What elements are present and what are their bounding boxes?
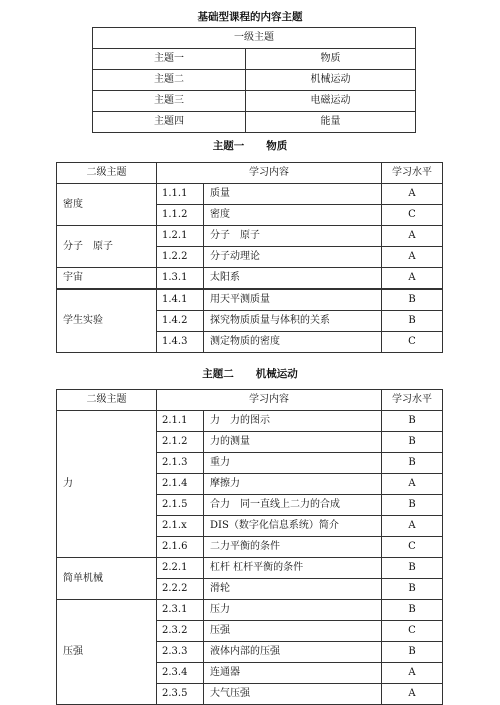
item-code: 2.3.3 bbox=[157, 642, 204, 663]
overview-name: 能量 bbox=[246, 112, 416, 133]
item-code: 1.2.2 bbox=[157, 247, 204, 268]
overview-header: 一级主题 bbox=[93, 28, 416, 49]
item-level: B bbox=[382, 642, 443, 663]
table-row bbox=[93, 91, 416, 112]
section-name: 物质 bbox=[266, 140, 288, 152]
item-level: B bbox=[382, 289, 443, 311]
table-row bbox=[57, 411, 443, 432]
secondary-topic: 密度 bbox=[57, 184, 157, 226]
section-table-1 bbox=[56, 162, 443, 353]
item-content: 测定物质的密度 bbox=[204, 332, 382, 353]
item-level: C bbox=[382, 205, 443, 226]
item-code: 1.3.1 bbox=[157, 268, 204, 290]
item-code: 2.1.6 bbox=[157, 537, 204, 558]
item-level: A bbox=[382, 684, 443, 705]
item-level: A bbox=[382, 184, 443, 205]
item-content: 压力 bbox=[204, 600, 382, 621]
secondary-topic: 力 bbox=[57, 411, 157, 558]
table-row bbox=[57, 268, 443, 290]
item-code: 1.2.1 bbox=[157, 226, 204, 247]
table-row bbox=[57, 289, 443, 311]
section-table-2 bbox=[56, 389, 443, 705]
item-content: 二力平衡的条件 bbox=[204, 537, 382, 558]
overview-name: 机械运动 bbox=[246, 70, 416, 91]
col-header-secondary: 二级主题 bbox=[57, 163, 157, 184]
secondary-topic: 宇宙 bbox=[57, 268, 157, 290]
item-level: B bbox=[382, 558, 443, 579]
item-content: 太阳系 bbox=[204, 268, 382, 290]
header-row bbox=[57, 390, 443, 411]
table-row bbox=[57, 600, 443, 621]
item-code: 2.1.3 bbox=[157, 453, 204, 474]
item-content: 密度 bbox=[204, 205, 382, 226]
table-row bbox=[93, 70, 416, 91]
item-level: A bbox=[382, 226, 443, 247]
col-header-content: 学习内容 bbox=[157, 390, 382, 411]
secondary-topic: 分子 原子 bbox=[57, 226, 157, 268]
item-code: 2.1.1 bbox=[157, 411, 204, 432]
item-code: 1.4.1 bbox=[157, 289, 204, 311]
item-level: A bbox=[382, 516, 443, 537]
table-row bbox=[57, 226, 443, 247]
item-level: A bbox=[382, 247, 443, 268]
secondary-topic: 压强 bbox=[57, 600, 157, 705]
item-code: 2.1.2 bbox=[157, 432, 204, 453]
overview-topic: 主题四 bbox=[93, 112, 246, 133]
item-content: 分子 原子 bbox=[204, 226, 382, 247]
item-level: C bbox=[382, 332, 443, 353]
item-code: 2.3.5 bbox=[157, 684, 204, 705]
item-content: 连通器 bbox=[204, 663, 382, 684]
section-title bbox=[0, 366, 500, 381]
item-level: B bbox=[382, 432, 443, 453]
item-level: B bbox=[382, 311, 443, 332]
col-header-secondary: 二级主题 bbox=[57, 390, 157, 411]
item-level: B bbox=[382, 411, 443, 432]
item-level: A bbox=[382, 474, 443, 495]
item-code: 2.3.2 bbox=[157, 621, 204, 642]
item-code: 2.3.4 bbox=[157, 663, 204, 684]
item-level: B bbox=[382, 600, 443, 621]
item-content: 重力 bbox=[204, 453, 382, 474]
item-level: A bbox=[382, 268, 443, 290]
overview-topic: 主题三 bbox=[93, 91, 246, 112]
item-code: 2.1.4 bbox=[157, 474, 204, 495]
section-name: 机械运动 bbox=[255, 368, 298, 380]
col-header-content: 学习内容 bbox=[157, 163, 382, 184]
secondary-topic: 学生实验 bbox=[57, 289, 157, 353]
item-content: 合力 同一直线上二力的合成 bbox=[204, 495, 382, 516]
item-code: 2.1.5 bbox=[157, 495, 204, 516]
item-level: B bbox=[382, 495, 443, 516]
overview-topic: 主题一 bbox=[93, 49, 246, 70]
overview-name: 物质 bbox=[246, 49, 416, 70]
item-code: 1.4.2 bbox=[157, 311, 204, 332]
item-code: 2.1.x bbox=[157, 516, 204, 537]
item-code: 1.1.2 bbox=[157, 205, 204, 226]
table-row bbox=[93, 112, 416, 133]
item-content: 大气压强 bbox=[204, 684, 382, 705]
document-title: 基础型课程的内容主题 bbox=[197, 11, 303, 23]
item-code: 1.4.3 bbox=[157, 332, 204, 353]
item-content: 液体内部的压强 bbox=[204, 642, 382, 663]
item-level: B bbox=[382, 453, 443, 474]
overview-name: 电磁运动 bbox=[246, 91, 416, 112]
item-level: A bbox=[382, 663, 443, 684]
item-content: 力的测量 bbox=[204, 432, 382, 453]
item-content: 质量 bbox=[204, 184, 382, 205]
overview-table bbox=[92, 27, 416, 133]
item-code: 2.2.1 bbox=[157, 558, 204, 579]
col-header-level: 学习水平 bbox=[382, 390, 443, 411]
item-content: 分子动理论 bbox=[204, 247, 382, 268]
item-content: 杠杆 杠杆平衡的条件 bbox=[204, 558, 382, 579]
item-level: B bbox=[382, 579, 443, 600]
section-title bbox=[0, 138, 500, 153]
item-content: 摩擦力 bbox=[204, 474, 382, 495]
item-content: 滑轮 bbox=[204, 579, 382, 600]
item-level: C bbox=[382, 537, 443, 558]
header-row bbox=[57, 163, 443, 184]
item-content: 用天平测质量 bbox=[204, 289, 382, 311]
overview-topic: 主题二 bbox=[93, 70, 246, 91]
secondary-topic: 简单机械 bbox=[57, 558, 157, 600]
section-label: 主题一 bbox=[212, 140, 245, 152]
item-code: 1.1.1 bbox=[157, 184, 204, 205]
table-row bbox=[57, 184, 443, 205]
table-row bbox=[57, 558, 443, 579]
item-code: 2.3.1 bbox=[157, 600, 204, 621]
section-label: 主题二 bbox=[202, 368, 234, 380]
item-code: 2.2.2 bbox=[157, 579, 204, 600]
table-row bbox=[93, 49, 416, 70]
item-content: 压强 bbox=[204, 621, 382, 642]
col-header-level: 学习水平 bbox=[382, 163, 443, 184]
item-content: 力 力的图示 bbox=[204, 411, 382, 432]
item-content: DIS（数字化信息系统）简介 bbox=[204, 516, 382, 537]
item-content: 探究物质质量与体积的关系 bbox=[204, 311, 382, 332]
item-level: C bbox=[382, 621, 443, 642]
